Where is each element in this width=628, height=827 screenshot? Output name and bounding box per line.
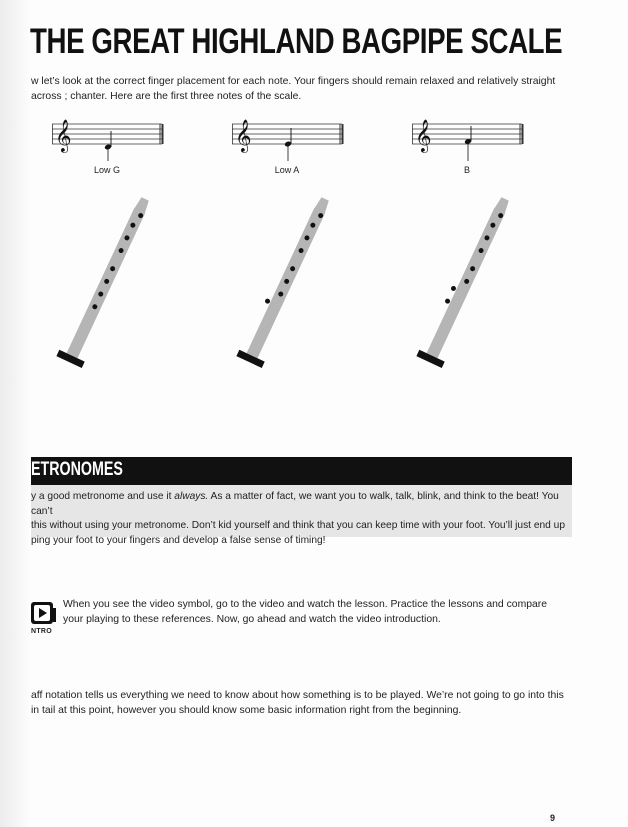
chanter-diagram-b [405, 185, 535, 385]
staff-svg [232, 112, 344, 162]
section-title-metronomes: ETRONOMES [31, 459, 123, 480]
svg-text:𝄞: 𝄞 [55, 119, 72, 152]
metronome-paragraph [31, 485, 572, 548]
svg-text:𝄞: 𝄞 [235, 119, 252, 152]
metronome-line-1b: As a matter of fact, we want you to walk, talk, blink, and think to the beat! You can’t [31, 491, 559, 517]
staff-svg [412, 112, 524, 162]
video-paragraph: When you see the video symbol, go to the video and watch the lesson. Practice the lessons and compare your playing to these references. Now, go ahead and watch the video introduction. [63, 599, 548, 625]
staff-svg [52, 112, 164, 162]
staff-low-a [232, 112, 382, 162]
section-header-bar [31, 457, 572, 485]
page-binding-shadow [0, 0, 30, 827]
metronome-tip-box [31, 485, 572, 546]
svg-text:𝄞: 𝄞 [415, 119, 432, 152]
note-label-b: B [463, 165, 470, 175]
staff-low-g [52, 112, 202, 162]
metronome-line-2: this without using your metronome. Don’t kid yourself and think that you can keep time with your foot. You’ll just end up [31, 520, 566, 531]
staff-notation-paragraph: aff notation tells us everything we need to know about how something is to be played. We’re not going to go into this in tail at this point, however you should know some basic information right from the beginning. [31, 690, 564, 716]
video-label: NTRO [31, 628, 53, 635]
intro-paragraph: w let’s look at the correct finger placement for each note. Your fingers should remain relaxed and relatively straight across ; chanter. Here are the first three notes of the scale. [31, 76, 556, 102]
metronome-line-1a: y a good metronome and use it [31, 491, 175, 502]
note-label-low-a: Low A [274, 165, 300, 175]
metronome-line-3: ping your foot to your fingers and develop a false sense of timing! [31, 534, 326, 546]
chanter-diagram-low-a [225, 185, 355, 385]
chanter-diagram-low-g [45, 185, 175, 385]
page-number: 9 [550, 813, 556, 823]
page-title: THE GREAT HIGHLAND BAGPIPE SCALE [30, 22, 563, 61]
metronome-emphasis: always. [174, 491, 209, 502]
note-label-low-g: Low G [93, 165, 120, 175]
staff-b [412, 112, 562, 162]
video-play-icon[interactable] [31, 600, 57, 626]
